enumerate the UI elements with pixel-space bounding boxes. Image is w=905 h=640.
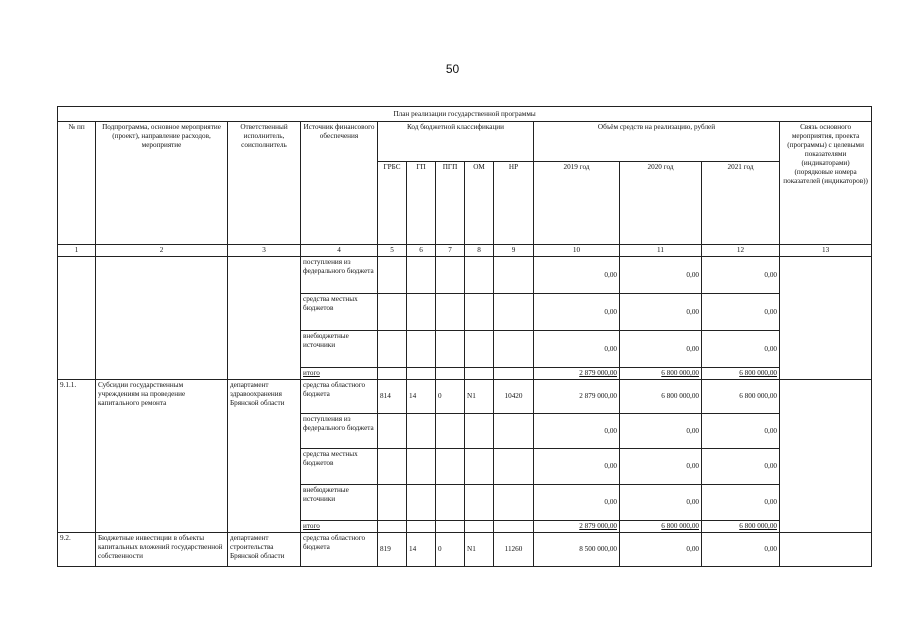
header-2020: 2020 год [620, 162, 702, 245]
value-2019: 0,00 [534, 257, 620, 294]
row-source: внебюджетные источники [301, 485, 378, 521]
table-row [58, 257, 872, 294]
header-budget-code: Код бюджетной классификации [378, 122, 534, 162]
row-name [96, 257, 228, 380]
value-2019: 0,00 [534, 485, 620, 521]
row-executor: департамент строительства Брянской области [228, 533, 301, 567]
row-link [780, 380, 872, 533]
value-2019: 2 879 000,00 [534, 380, 620, 414]
value-2021: 0,00 [702, 331, 780, 368]
code-gp: 14 [407, 533, 436, 567]
header-num: № пп [58, 122, 96, 245]
col-number: 10 [534, 245, 620, 257]
value-2019: 0,00 [534, 414, 620, 449]
row-source: внебюджетные источники [301, 331, 378, 368]
header-row [58, 122, 872, 162]
header-subprogram: Подпрограмма, основное мероприятие (проект), направление расходов, мероприятие [96, 122, 228, 245]
value-2020: 0,00 [620, 533, 702, 567]
header-grbs: ГРБС [378, 162, 407, 245]
value-2021: 0,00 [702, 533, 780, 567]
code-om: N1 [465, 380, 494, 414]
col-number: 4 [301, 245, 378, 257]
value-2020: 0,00 [620, 485, 702, 521]
value-2019: 0,00 [534, 294, 620, 331]
header-executor: Ответственный исполнитель, соисполнитель [228, 122, 301, 245]
header-om: ОМ [465, 162, 494, 245]
col-number: 11 [620, 245, 702, 257]
code-grbs: 819 [378, 533, 407, 567]
code-pgp: 0 [436, 533, 465, 567]
value-2020: 0,00 [620, 257, 702, 294]
row-source: средства местных бюджетов [301, 449, 378, 485]
total-2021: 6 800 000,00 [702, 521, 780, 533]
value-2021: 0,00 [702, 485, 780, 521]
value-2021: 6 800 000,00 [702, 380, 780, 414]
row-source: средства местных бюджетов [301, 294, 378, 331]
value-2021: 0,00 [702, 257, 780, 294]
row-source: поступления из федерального бюджета [301, 414, 378, 449]
value-2020: 6 800 000,00 [620, 380, 702, 414]
total-2020: 6 800 000,00 [620, 368, 702, 380]
total-label: итого [301, 368, 378, 380]
code-om: N1 [465, 533, 494, 567]
col-number: 2 [96, 245, 228, 257]
col-number: 9 [494, 245, 534, 257]
value-2019: 0,00 [534, 331, 620, 368]
value-2020: 0,00 [620, 331, 702, 368]
col-number: 6 [407, 245, 436, 257]
value-2019: 0,00 [534, 449, 620, 485]
code-grbs: 814 [378, 380, 407, 414]
code-np: 10420 [494, 380, 534, 414]
row-link [780, 257, 872, 380]
row-source: средства областного бюджета [301, 380, 378, 414]
row-num: 9.1.1. [58, 380, 96, 533]
page-number: 50 [445, 62, 460, 76]
value-2021: 0,00 [702, 449, 780, 485]
row-num: 9.2. [58, 533, 96, 567]
col-number: 13 [780, 245, 872, 257]
col-number: 7 [436, 245, 465, 257]
value-2019: 8 500 000,00 [534, 533, 620, 567]
table-row [58, 533, 872, 567]
row-executor: департамент здравоохранения Брянской области [228, 380, 301, 533]
code-np: 11260 [494, 533, 534, 567]
row-name: Бюджетные инвестиции в объекты капитальных вложений государственной собственности [96, 533, 228, 567]
code-pgp: 0 [436, 380, 465, 414]
header-source: Источник финансового обеспечения [301, 122, 378, 245]
value-2020: 0,00 [620, 414, 702, 449]
code-gp: 14 [407, 380, 436, 414]
table-title-row [58, 107, 872, 122]
total-label: итого [301, 521, 378, 533]
col-number: 1 [58, 245, 96, 257]
row-link [780, 533, 872, 567]
value-2021: 0,00 [702, 294, 780, 331]
col-number: 5 [378, 245, 407, 257]
col-number: 8 [465, 245, 494, 257]
table-row [58, 380, 872, 414]
value-2020: 0,00 [620, 294, 702, 331]
value-2020: 0,00 [620, 449, 702, 485]
header-np: НР [494, 162, 534, 245]
col-number: 3 [228, 245, 301, 257]
total-2019: 2 879 000,00 [534, 521, 620, 533]
row-executor [228, 257, 301, 380]
value-2021: 0,00 [702, 414, 780, 449]
total-2019: 2 879 000,00 [534, 368, 620, 380]
header-pgp: ПГП [436, 162, 465, 245]
col-number: 12 [702, 245, 780, 257]
header-gp: ГП [407, 162, 436, 245]
table-title: План реализации государственной программы [58, 107, 872, 122]
row-name: Субсидии государственным учреждениям на проведение капитального ремонта [96, 380, 228, 533]
row-source: поступления из федерального бюджета [301, 257, 378, 294]
total-2021: 6 800 000,00 [702, 368, 780, 380]
header-2021: 2021 год [702, 162, 780, 245]
header-volume: Объём средств на реализацию, рублей [534, 122, 780, 162]
header-link: Связь основного мероприятия, проекта (программы) с целевыми показателями (индикаторами) (порядковые номера показателей (индикаторов)) [780, 122, 872, 245]
column-numbers-row [58, 245, 872, 257]
row-source: средства областного бюджета [301, 533, 378, 567]
header-2019: 2019 год [534, 162, 620, 245]
row-num [58, 257, 96, 380]
implementation-plan-table [57, 106, 872, 567]
total-2020: 6 800 000,00 [620, 521, 702, 533]
